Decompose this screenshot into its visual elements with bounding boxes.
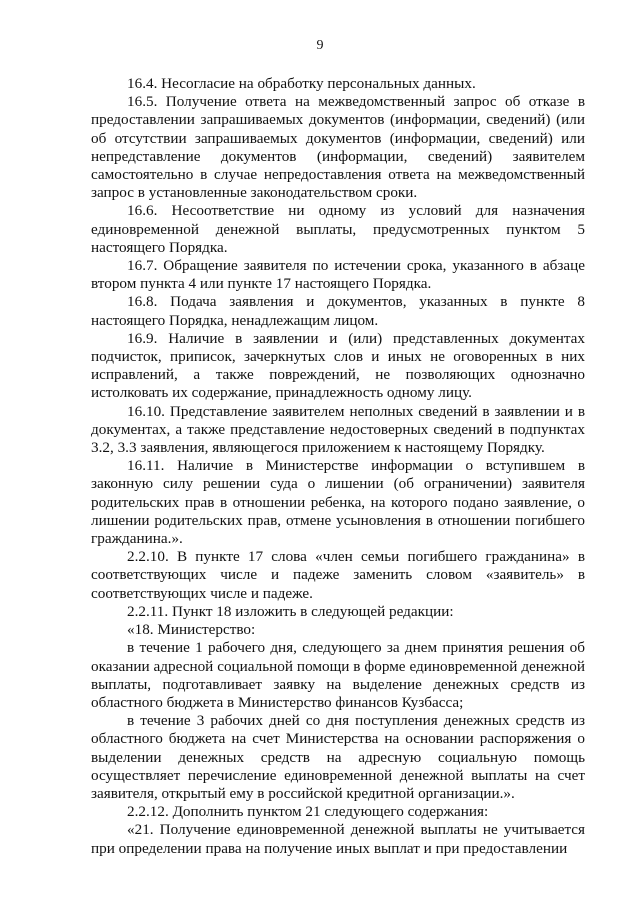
- paragraph-16-8: 16.8. Подача заявления и документов, указанных в пункте 8 настоящего Порядка, ненадлежащим лицом.: [91, 293, 585, 329]
- paragraph-16-4: 16.4. Несогласие на обработку персональных данных.: [127, 75, 476, 92]
- document-body: [91, 75, 585, 858]
- paragraph-2-2-12: 2.2.12. Дополнить пунктом 21 следующего содержания:: [127, 803, 489, 821]
- paragraph-item-21: «21. Получение единовременной денежной выплаты не учитывается при определении права на получение иных выплат и при предоставлении: [91, 821, 585, 857]
- paragraph-16-9: 16.9. Наличие в заявлении и (или) представленных документах подчисток, приписок, зачеркнутых слов и иных не оговоренных в них исправлений, а также повреждений, не позволяющих однозначно истолковать их содержание, принадлежность одному лицу.: [91, 329, 585, 402]
- paragraph-16-11: 16.11. Наличие в Министерстве информации о вступившем в законную силу решении суда о лишении (об ограничении) заявителя родительских прав в отношении ребенка, на которого подано заявление, о лишении родительских прав, отмене усыновления в отношении погибшего гражданина.».: [91, 457, 585, 548]
- paragraph-16-7: 16.7. Обращение заявителя по истечении срока, указанного в абзаце втором пункта 4 или пункте 17 настоящего Порядка.: [91, 257, 585, 293]
- paragraph-16-10: 16.10. Представление заявителем неполных сведений в заявлении и в документах, а также представление недостоверных сведений в подпунктах 3.2, 3.3 заявления, являющегося приложением к настоящему Порядку.: [91, 402, 585, 457]
- paragraph-item-18-clause-1: в течение 1 рабочего дня, следующего за днем принятия решения об оказании адресной социальной помощи в форме единовременной денежной выплаты, подготавливает заявку на выделение денежных средств из областного бюджета в Министерство финансов Кузбасса;: [91, 639, 585, 711]
- paragraph-16-6: 16.6. Несоответствие ни одному из условий для назначения единовременной денежной выплаты, предусмотренных пунктом 5 настоящего Порядка.: [91, 202, 585, 256]
- paragraph-2-2-10: 2.2.10. В пункте 17 слова «член семьи погибшего гражданина» в соответствующих числе и падеже заменить словом «заявитель» в соответствующих числе и падеже.: [91, 548, 585, 602]
- page-number: 9: [316, 38, 324, 53]
- paragraph-16-5: 16.5. Получение ответа на межведомственный запрос об отказе в предоставлении запрашиваемых документов (информации, сведений) (или об отсутствии запрашиваемых документов (информации, сведений) или непредставление документов (информации, сведений) заявителем самостоятельно в случае непредоставления ответа на межведомственный запрос в установленные законодательством сроки.: [91, 93, 585, 202]
- paragraph-item-18-heading: «18. Министерство:: [127, 621, 256, 639]
- paragraph-2-2-11: 2.2.11. Пункт 18 изложить в следующей редакции:: [127, 602, 454, 620]
- paragraph-item-18-clause-2: в течение 3 рабочих дней со дня поступления денежных средств из областного бюджета на счет Министерства на основании распоряжения о выделении денежных средств на адресную социальную помощь осуществляет перечисление единовременной денежной выплаты на счет заявителя, открытый ему в российской кредитной организации.».: [91, 712, 585, 802]
